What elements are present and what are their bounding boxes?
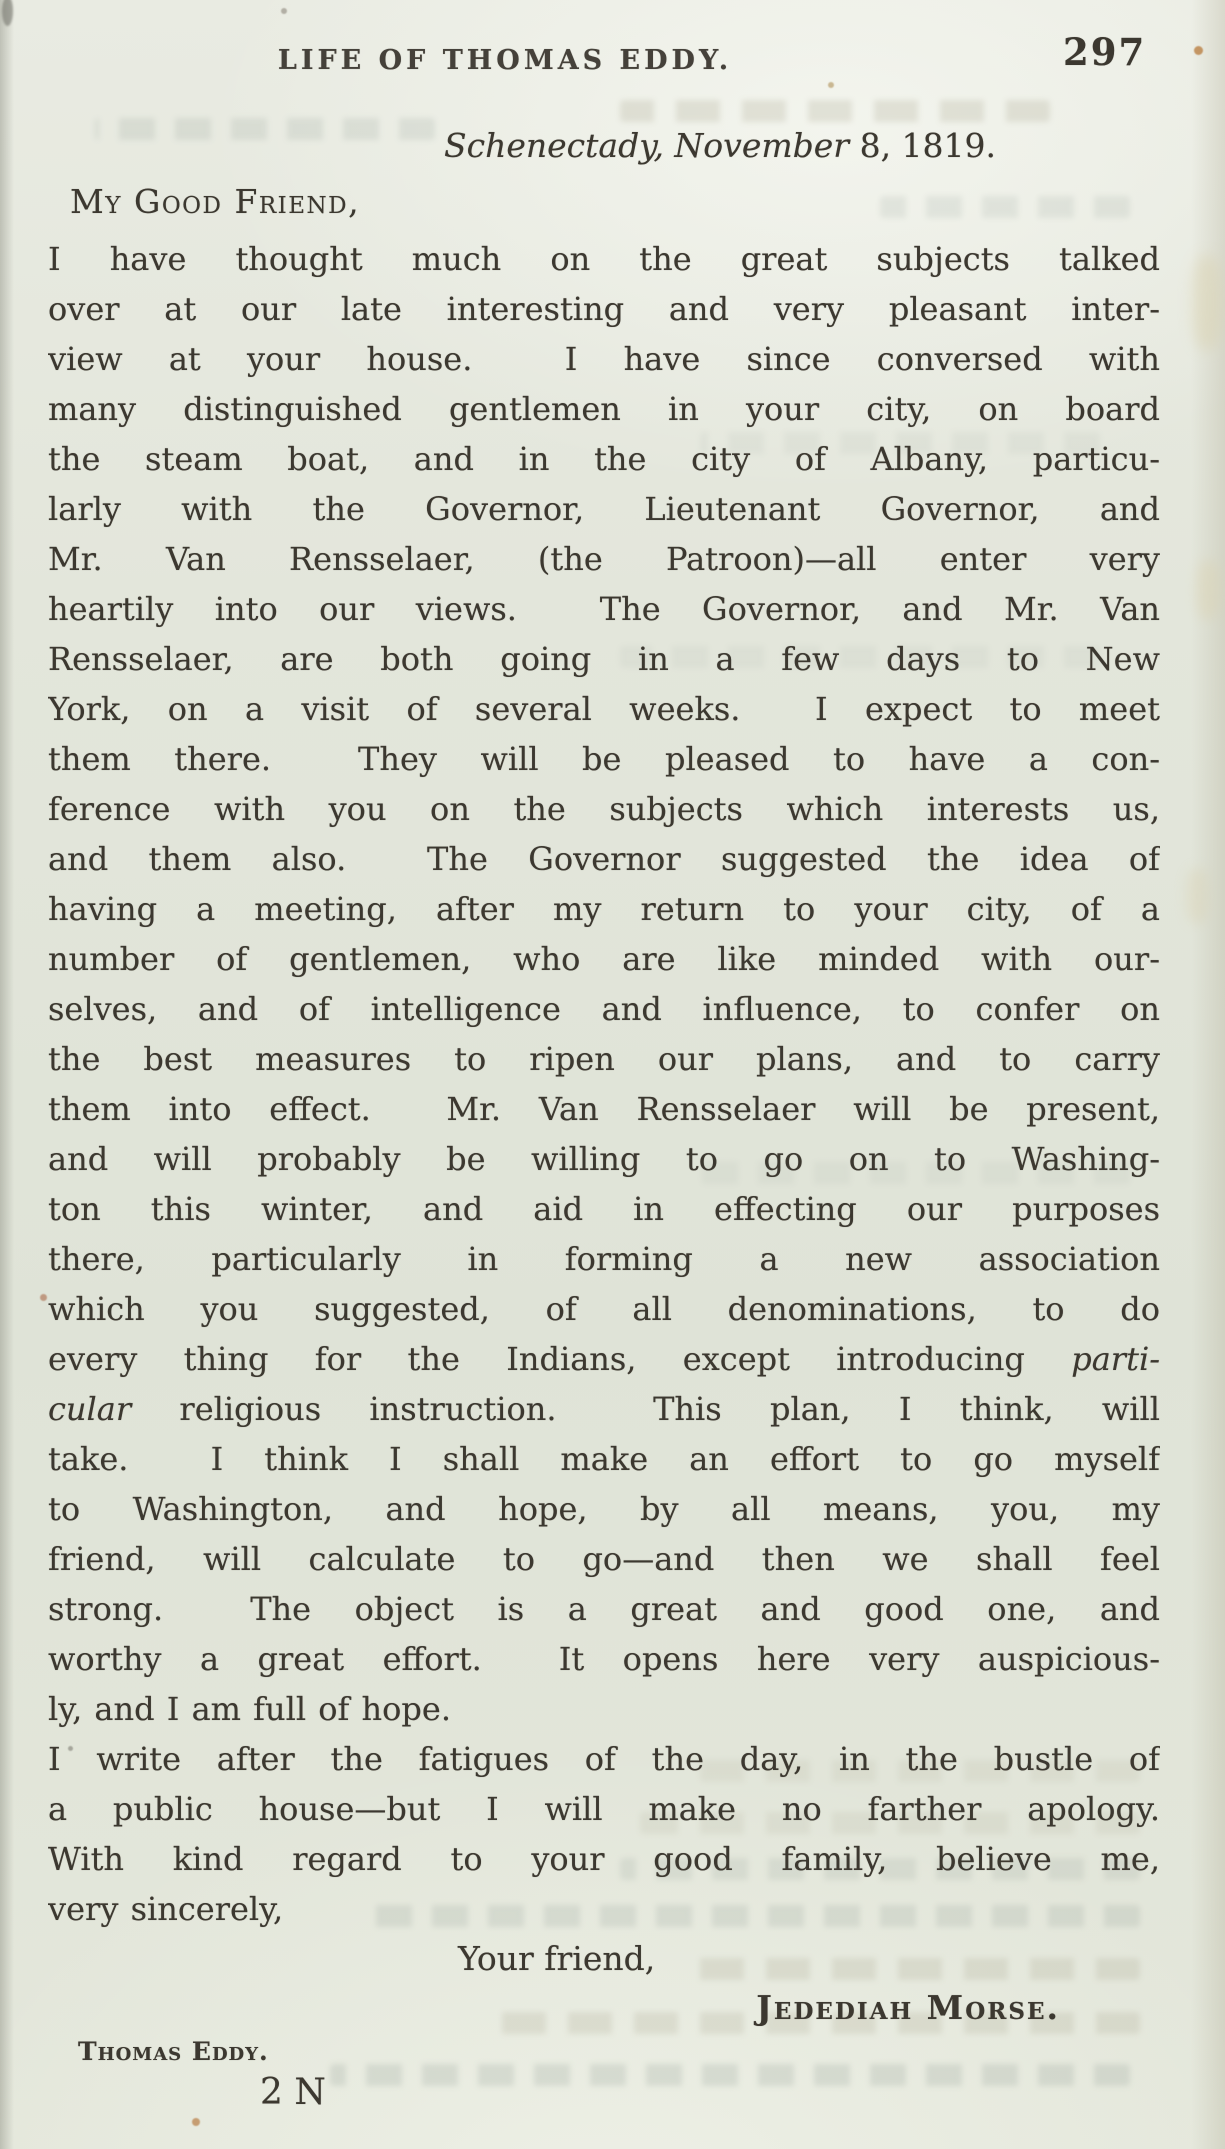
letter-line: number of gentlemen, who are like minded with our- [48, 940, 1160, 978]
letter-line: to Washington, and hope, by all means, you, my [48, 1490, 1160, 1528]
running-head: LIFE OF THOMAS EDDY. [277, 45, 733, 76]
letter-line: over at our late interesting and very pleasant inter- [48, 290, 1160, 328]
stain [192, 2118, 200, 2126]
letter-line: heartily into our views. The Governor, and Mr. Van [48, 590, 1160, 628]
dateline-place: Schenectady, November [444, 126, 850, 165]
letter-line: ton this winter, and aid in effecting our purposes [48, 1190, 1160, 1228]
stain [2, 0, 13, 26]
letter-line: I write after the fatigues of the day, in the bustle of [48, 1740, 1160, 1778]
letter-line: there, particularly in forming a new association [48, 1240, 1160, 1278]
closing-line: Your friend, [458, 1939, 656, 1978]
letter-line: them into effect. Mr. Van Rensselaer will be present, [48, 1090, 1160, 1128]
letter-line: selves, and of intelligence and influence, to confer on [48, 990, 1160, 1028]
letter-line: the steam boat, and in the city of Albany, particu- [48, 440, 1160, 478]
letter-line: which you suggested, of all denominations, to do [48, 1290, 1160, 1328]
letter-line: Mr. Van Rensselaer, (the Patroon)—all enter very [48, 540, 1160, 578]
bleed-through [620, 100, 1050, 122]
letter-line: and will probably be willing to go on to Washing- [48, 1140, 1160, 1178]
gathering-signature-mark: 2 N [260, 2072, 326, 2113]
bleed-through [95, 118, 435, 140]
stain [281, 8, 287, 14]
letter-line: view at your house. I have since conversed with [48, 340, 1160, 378]
letter-line: cular religious instruction. This plan, I think, will [48, 1390, 1160, 1428]
stain [1192, 255, 1222, 350]
letter-paragraph [48, 1834, 1160, 1934]
letter-line: With kind regard to your good family, believe me, [48, 1840, 1160, 1878]
letter-line: friend, will calculate to go—and then we shall feel [48, 1540, 1160, 1578]
salutation: My Good Friend, [70, 182, 361, 221]
letter-line: take. I think I shall make an effort to go myself [48, 1440, 1160, 1478]
letter-line: many distinguished gentlemen in your city, on board [48, 390, 1160, 428]
signature-name: Jedediah Morse. [756, 1988, 1060, 2027]
stain [1194, 46, 1203, 55]
letter-line: a public house—but I will make no farther apology. [48, 1790, 1160, 1828]
letter-line: the best measures to ripen our plans, and to carry [48, 1040, 1160, 1078]
letter-line: and them also. The Governor suggested the idea of [48, 840, 1160, 878]
letter-line: having a meeting, after my return to your city, of a [48, 890, 1160, 928]
letter-line: worthy a great effort. It opens here very auspicious- [48, 1640, 1160, 1678]
letter-line: I have thought much on the great subjects talked [48, 240, 1160, 278]
bleed-through [880, 196, 1130, 218]
dateline-date: 8, 1819. [849, 126, 997, 165]
stain [828, 82, 834, 88]
addressee-name: Thomas Eddy. [78, 2037, 269, 2066]
stain [1196, 560, 1220, 620]
letter-line: York, on a visit of several weeks. I expect to meet [48, 690, 1160, 728]
letter-paragraph [48, 234, 1160, 1734]
page-number: 297 [1063, 30, 1147, 74]
letter-line: larly with the Governor, Lieutenant Governor, and [48, 490, 1160, 528]
letter-line: them there. They will be pleased to have a con- [48, 740, 1160, 778]
stain [1186, 868, 1208, 924]
dateline [444, 124, 996, 168]
letter-line: ly, and I am full of hope. [48, 1690, 451, 1728]
letter-line: very sincerely, [48, 1890, 284, 1928]
letter-line: every thing for the Indians, except introducing parti- [48, 1340, 1160, 1378]
letter-line: Rensselaer, are both going in a few days to New [48, 640, 1160, 678]
letter-line: strong. The object is a great and good one, and [48, 1590, 1160, 1628]
stain [40, 1294, 47, 1301]
letter-line: ference with you on the subjects which interests us, [48, 790, 1160, 828]
letter-paragraph [48, 1734, 1160, 1834]
letter-body [48, 234, 1160, 2116]
